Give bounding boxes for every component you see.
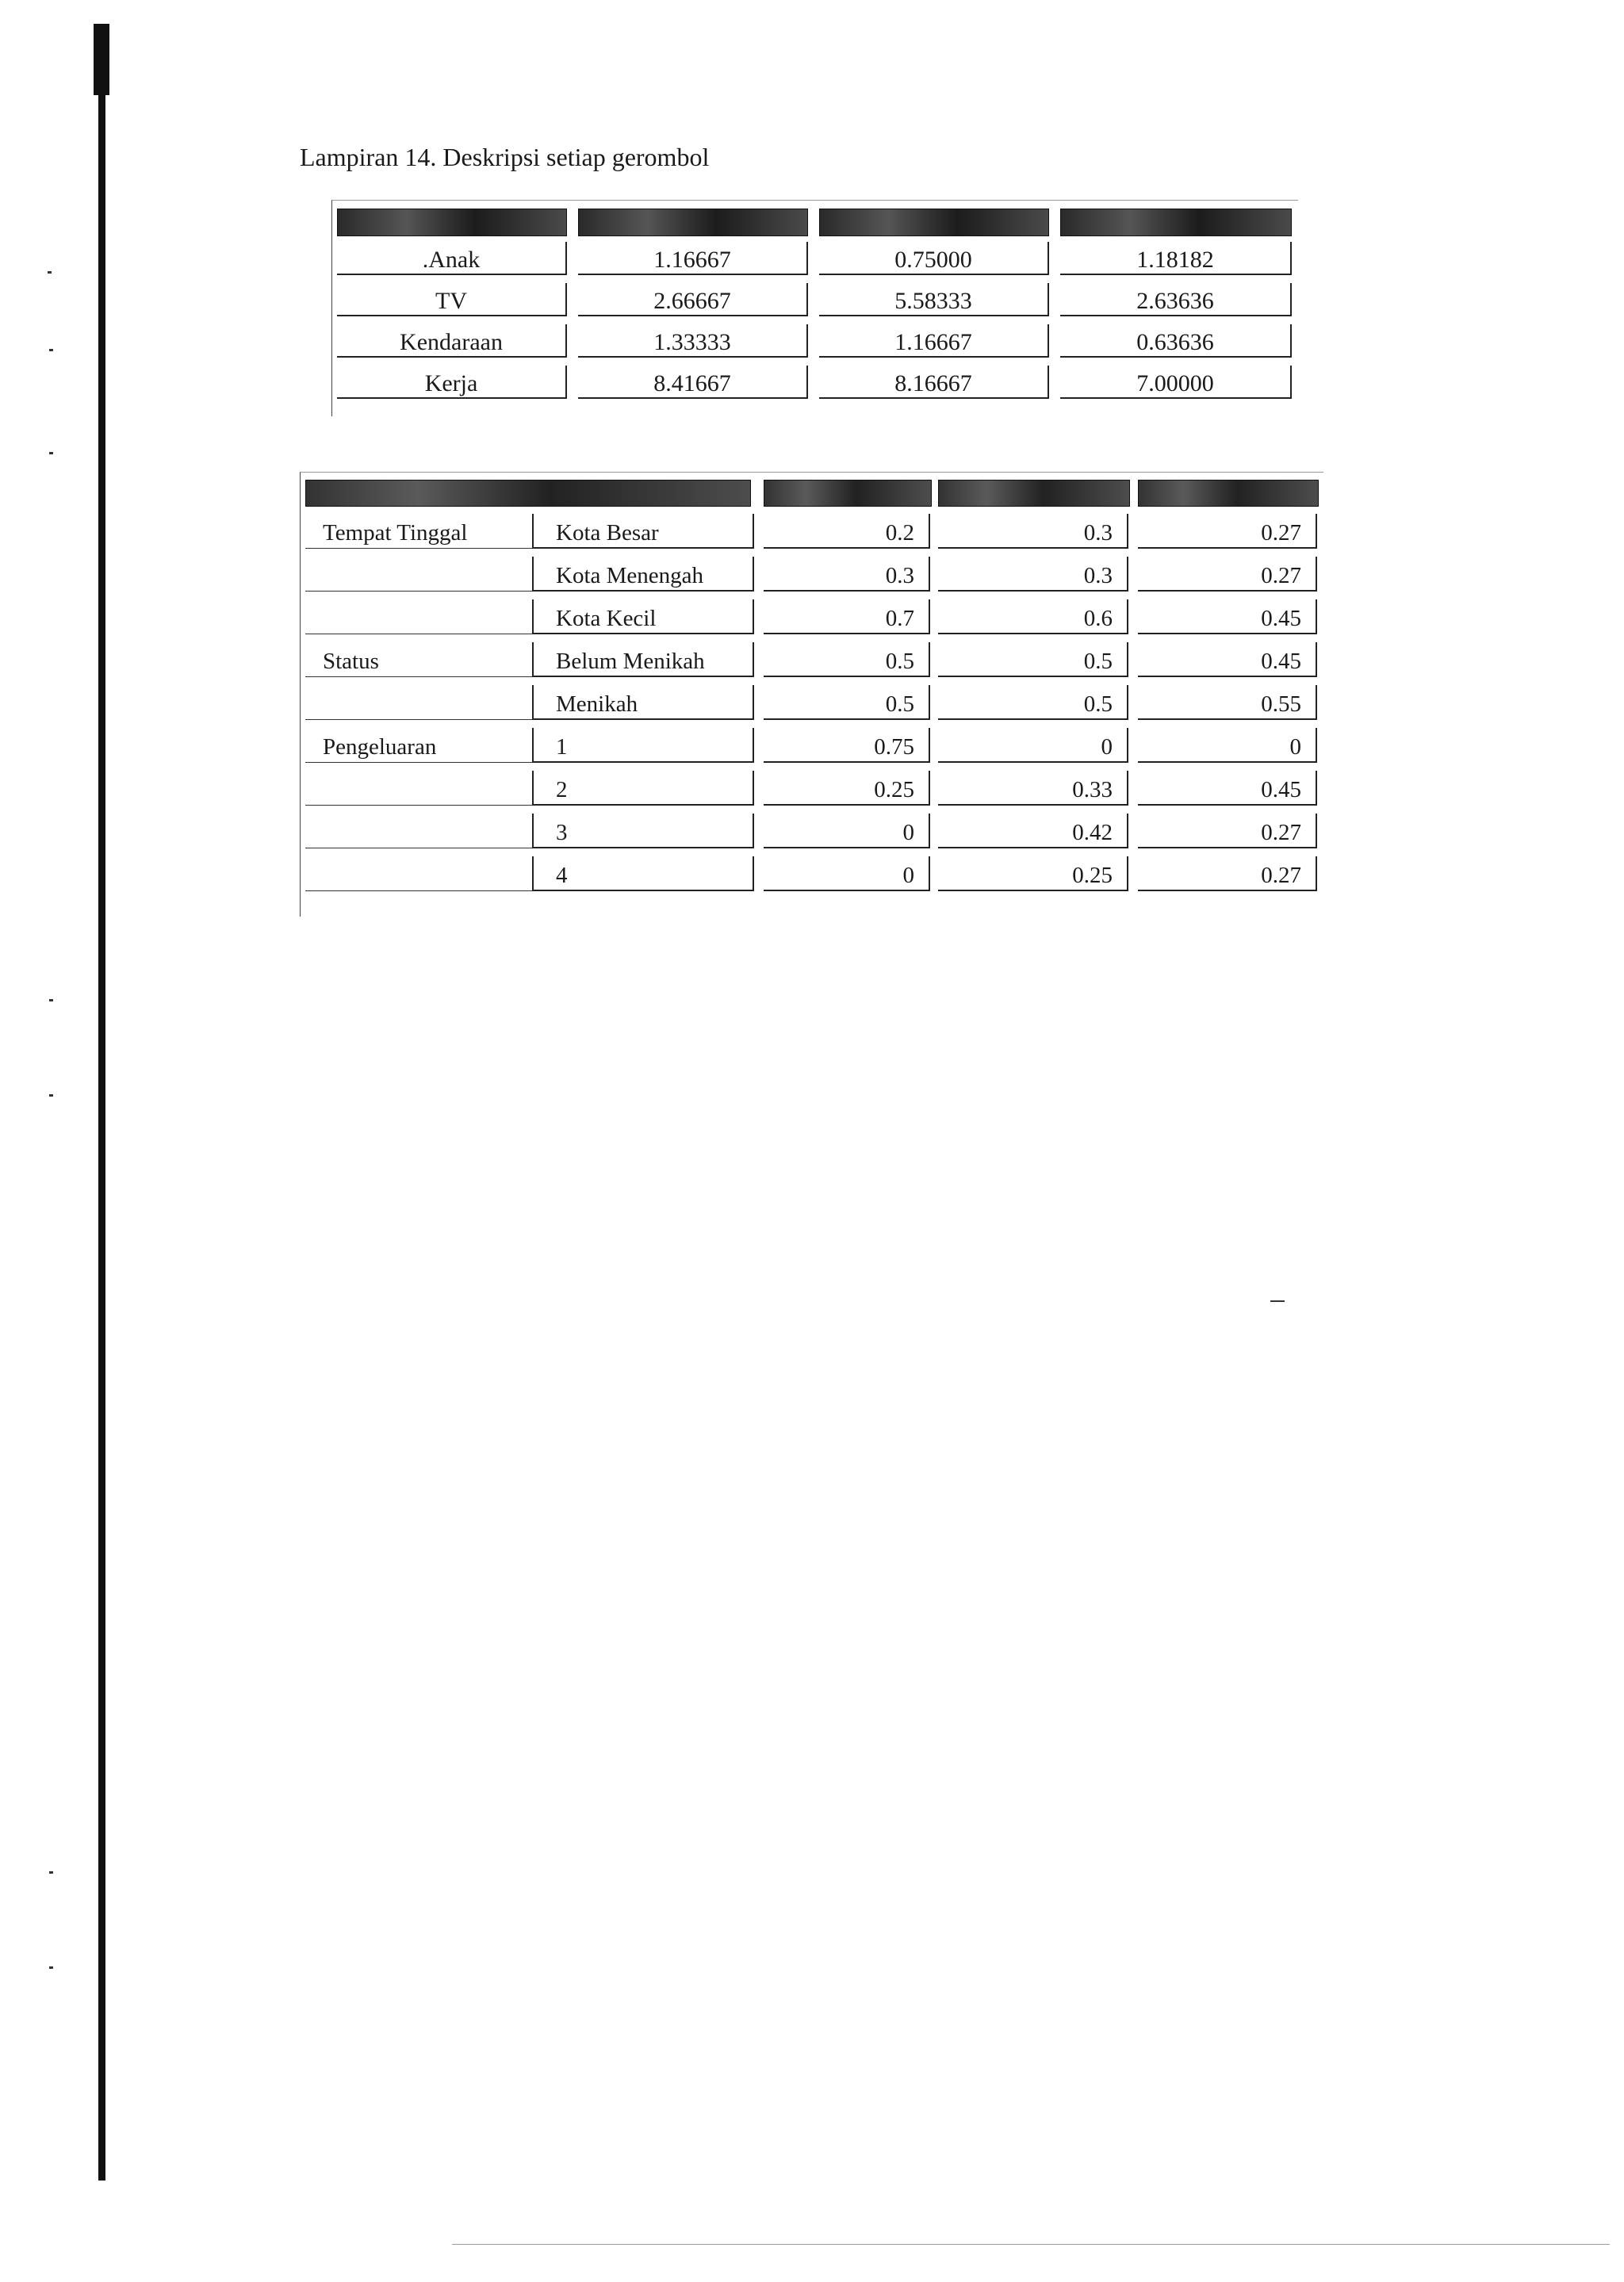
proportion-cell: 0.3 [938,514,1128,549]
cluster-value-cell: 0.63636 [1060,324,1292,358]
header-cell-cluster-2 [938,480,1130,507]
category-cell: Kota Besar [532,514,754,549]
proportion-cell: 0.27 [1138,856,1317,891]
proportion-cell: 0.5 [938,685,1128,720]
scan-speck [49,1871,53,1874]
proportion-cell: 0.3 [938,557,1128,592]
proportion-cell: 0.45 [1138,599,1317,634]
scan-speck [49,349,53,351]
proportion-cell: 0.3 [764,557,930,592]
page-caption: Lampiran 14. Deskripsi setiap gerombol [300,143,710,171]
proportion-cell: 0.55 [1138,685,1317,720]
variable-group-cell [305,557,532,592]
cluster-value-cell: 1.18182 [1060,242,1292,275]
cluster-value-cell: 8.16667 [819,366,1049,399]
variable-group-cell [305,856,532,891]
proportion-cell: 0.25 [764,771,930,806]
variable-name-cell: .Anak [337,242,567,275]
variable-group-cell: Pengeluaran [305,728,532,763]
proportion-cell: 0 [764,814,930,848]
cluster-value-cell: 7.00000 [1060,366,1292,399]
variable-group-cell: Tempat Tinggal [305,514,532,549]
cluster-value-cell: 0.75000 [819,242,1049,275]
proportion-cell: 0.45 [1138,642,1317,677]
cluster-value-cell: 1.33333 [578,324,808,358]
variable-name-cell: Kendaraan [337,324,567,358]
categorical-variables-table [300,472,1323,917]
category-cell: 4 [532,856,754,891]
scan-speck [48,271,52,274]
scan-speck [49,999,53,1001]
scan-binding-edge [98,32,105,2181]
scan-bottom-rule [452,2244,1610,2245]
variable-group-cell [305,814,532,848]
cluster-value-cell: 8.41667 [578,366,808,399]
header-cell-cluster-1 [764,480,932,507]
variable-group-cell [305,771,532,806]
header-cell-variable [305,480,751,507]
proportion-cell: 0.42 [938,814,1128,848]
proportion-cell: 0.5 [764,642,930,677]
cluster-value-cell: 5.58333 [819,283,1049,316]
cluster-value-cell: 2.66667 [578,283,808,316]
variable-name-cell: Kerja [337,366,567,399]
scan-speck [49,1094,53,1097]
header-cell-variable [337,209,567,236]
scan-speck [49,452,53,454]
numeric-variables-table [331,200,1298,416]
category-cell: Kota Menengah [532,557,754,592]
category-cell: Belum Menikah [532,642,754,677]
proportion-cell: 0.75 [764,728,930,763]
proportion-cell: 0 [1138,728,1317,763]
category-cell: 1 [532,728,754,763]
scan-speck [49,1966,53,1969]
proportion-cell: 0.5 [764,685,930,720]
proportion-cell: 0.25 [938,856,1128,891]
cluster-value-cell: 2.63636 [1060,283,1292,316]
proportion-cell: 0.5 [938,642,1128,677]
proportion-cell: 0.6 [938,599,1128,634]
cluster-value-cell: 1.16667 [819,324,1049,358]
proportion-cell: 0.27 [1138,814,1317,848]
variable-group-cell [305,685,532,720]
category-cell: Menikah [532,685,754,720]
variable-group-cell: Status [305,642,532,677]
proportion-cell: 0.33 [938,771,1128,806]
proportion-cell: 0.27 [1138,514,1317,549]
cluster-value-cell: 1.16667 [578,242,808,275]
proportion-cell: 0.45 [1138,771,1317,806]
category-cell: Kota Kecil [532,599,754,634]
header-cell-cluster-1 [578,209,808,236]
variable-name-cell: TV [337,283,567,316]
header-cell-cluster-3 [1138,480,1319,507]
header-cell-cluster-3 [1060,209,1292,236]
proportion-cell: 0.27 [1138,557,1317,592]
proportion-cell: 0.2 [764,514,930,549]
proportion-cell: 0 [764,856,930,891]
proportion-cell: 0.7 [764,599,930,634]
category-cell: 3 [532,814,754,848]
scan-speck [1270,1300,1285,1302]
header-cell-cluster-2 [819,209,1049,236]
proportion-cell: 0 [938,728,1128,763]
category-cell: 2 [532,771,754,806]
variable-group-cell [305,599,532,634]
